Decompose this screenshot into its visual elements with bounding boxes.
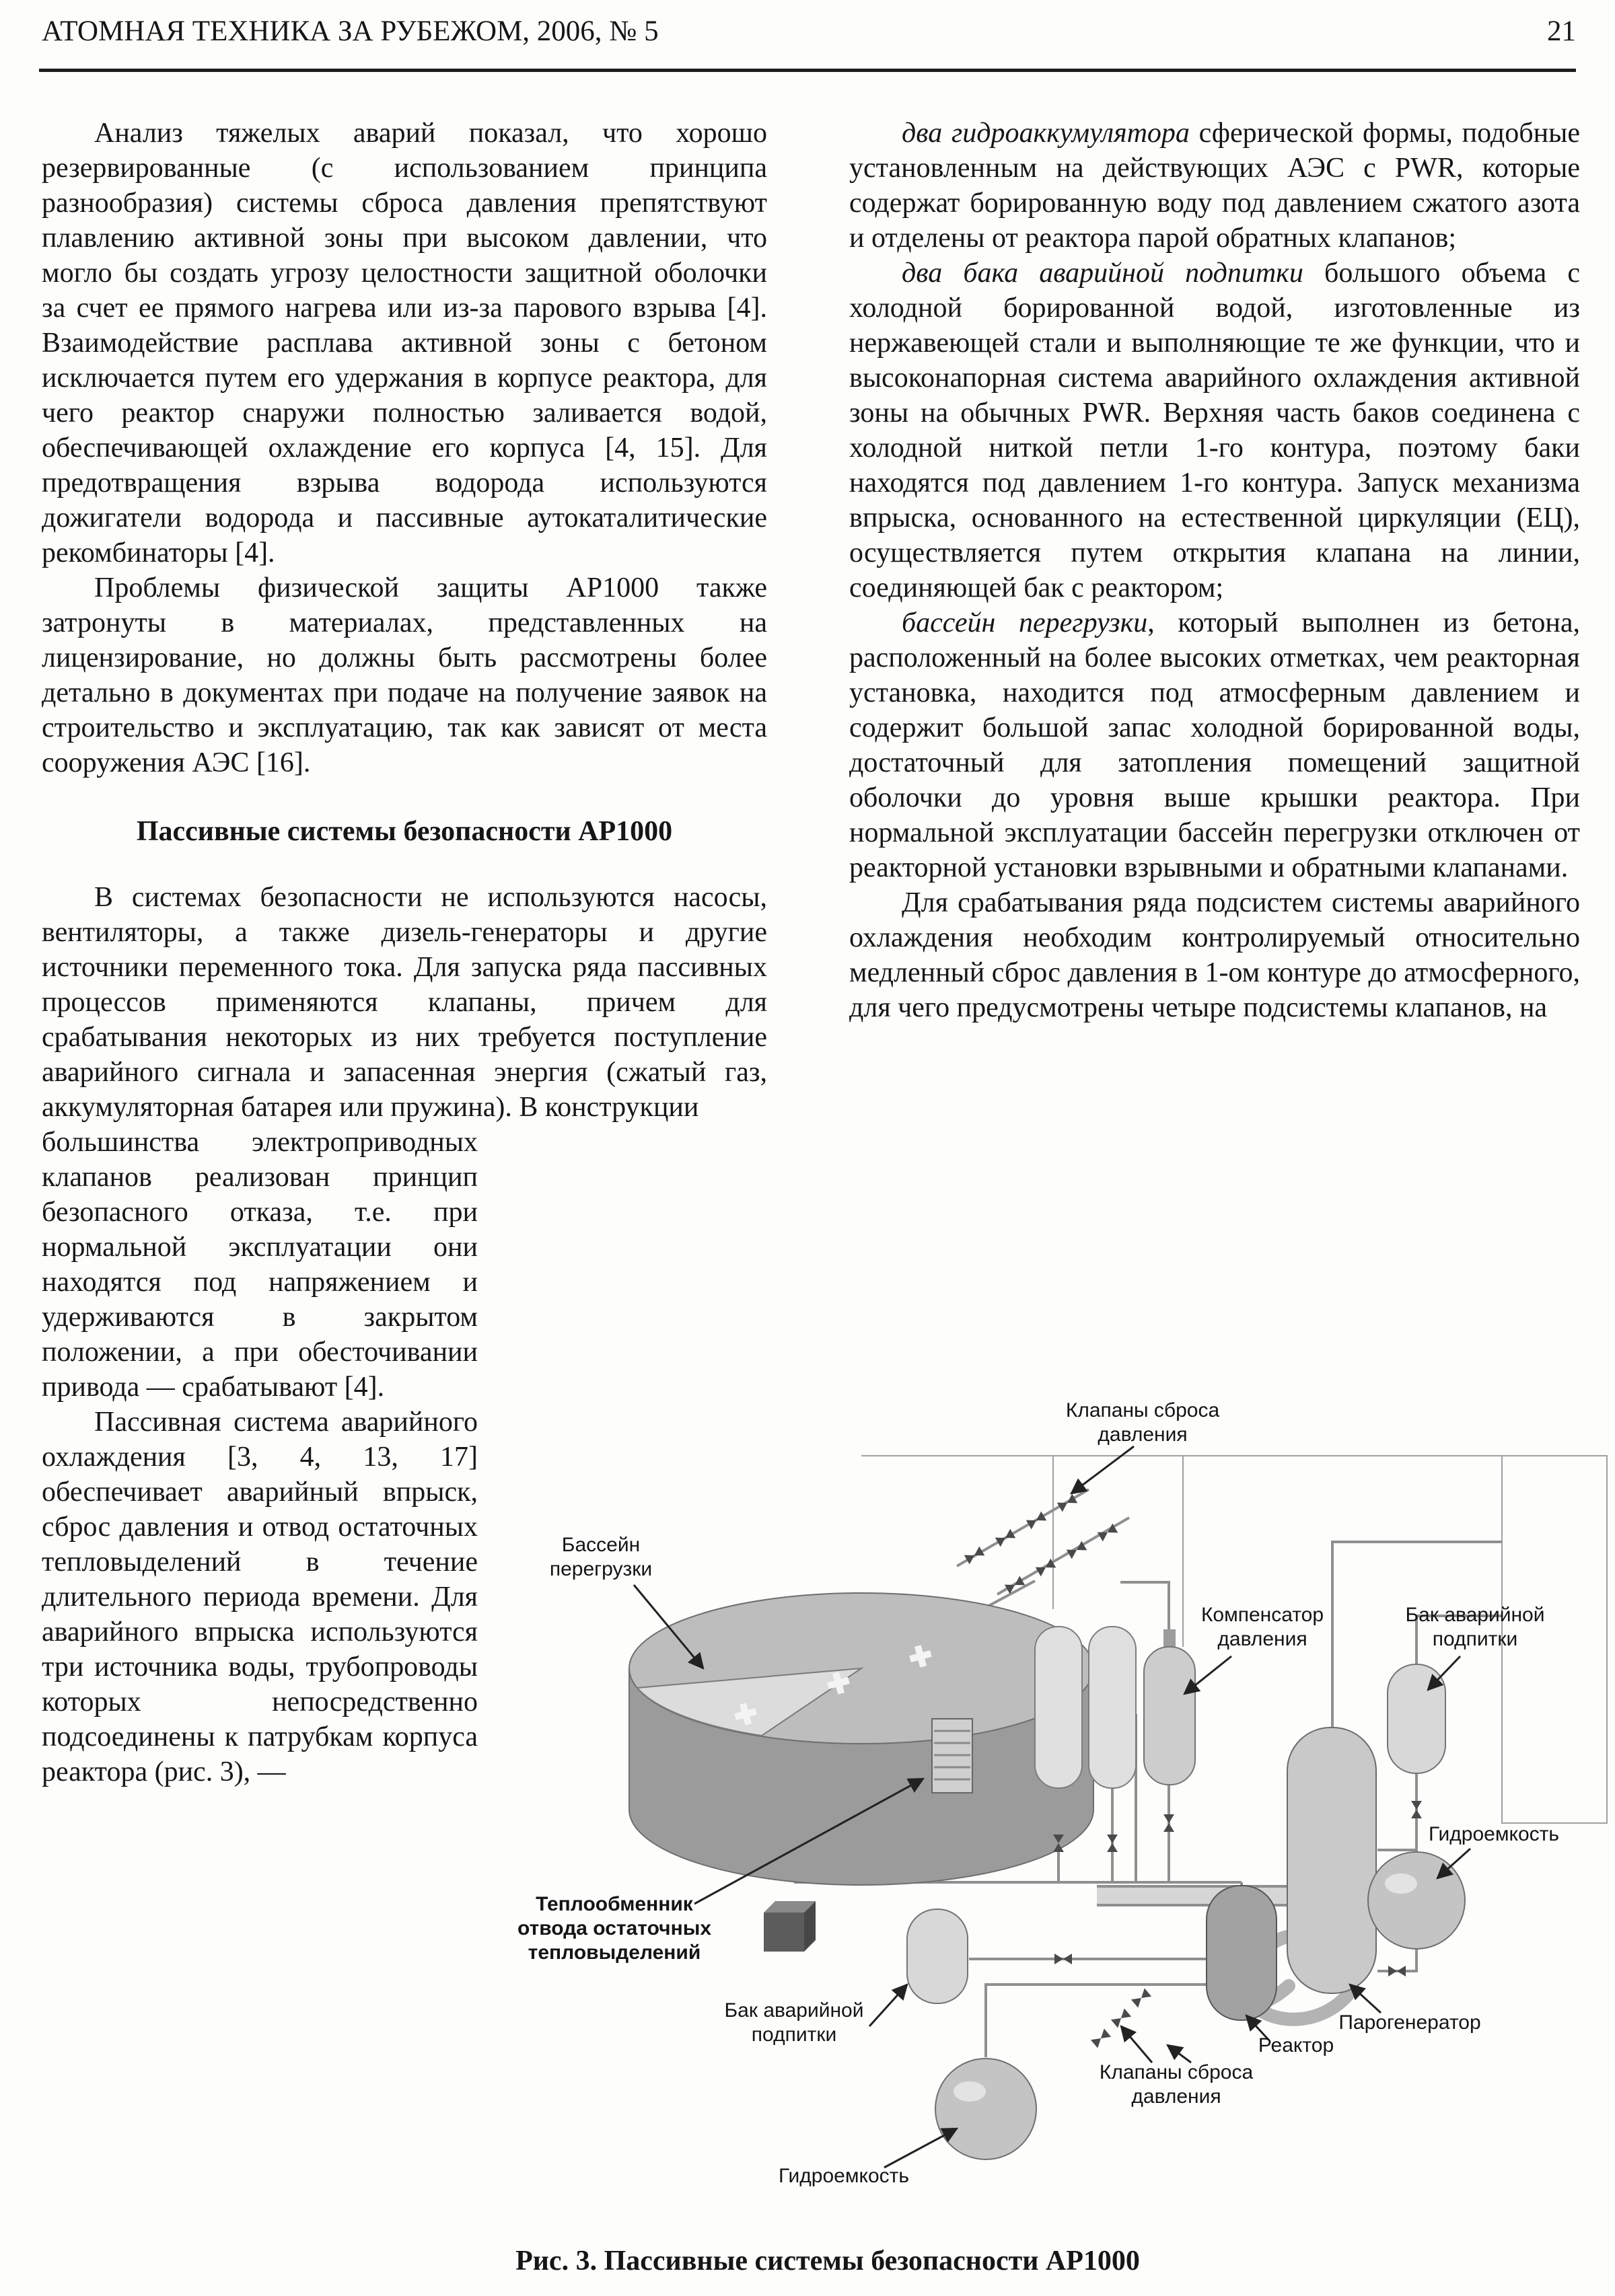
paragraph-accumulators — [849, 116, 1580, 256]
label-heat-exchanger: Теплообменник — [536, 1893, 693, 1915]
makeup-tanks-term: два бака аварийной подпитки — [902, 258, 1303, 289]
svg-text:давления: давления — [1217, 1628, 1307, 1650]
paragraph-physical-protection: Проблемы физической защиты АР1000 также затронуты в материалах, представленных на лицензирование, но должны быть рассмотрены более детально в документах при подаче на получение заявок на строительство и эксплуатацию, так как зависят от места сооружения АЭС [16]. — [42, 572, 767, 778]
svg-text:подпитки: подпитки — [1432, 1628, 1518, 1650]
right-column — [849, 116, 1580, 1025]
label-reactor: Реактор — [1258, 2034, 1334, 2057]
svg-text:подпитки: подпитки — [751, 2024, 837, 2046]
svg-text:давления: давления — [1131, 2085, 1221, 2108]
figure-caption: Рис. 3. Пассивные системы безопасности АР1000 — [515, 2246, 1140, 2276]
label-valves-top: Клапаны сброса — [1065, 1399, 1220, 1421]
svg-text:отвода остаточных: отвода остаточных — [517, 1917, 712, 1939]
paragraph-failsafe-valves: большинства электроприводных клапанов реализован принцип безопасного отказа, т.е. при нормальной эксплуатации они находятся под напряжением и удерживаются в закрытом положении, а при обесточивании привода — срабатывают [4]. — [42, 1127, 478, 1403]
paragraph-refueling-pool — [849, 605, 1580, 885]
label-makeup-tank-left: Бак аварийной — [724, 1999, 864, 2022]
label-steam-generator: Парогенератор — [1338, 2011, 1481, 2034]
core-makeup-tank-2 — [1089, 1627, 1136, 1788]
svg-text:давления: давления — [1098, 1423, 1188, 1446]
accumulator-sphere-bottom — [935, 2059, 1036, 2159]
page-number: 21 — [1547, 15, 1576, 47]
label-makeup-tank-right: Бак аварийной — [1405, 1604, 1545, 1626]
svg-text:перегрузки: перегрузки — [549, 1558, 653, 1580]
label-accumulator-bottom: Гидроемкость — [778, 2165, 910, 2187]
makeup-tank-left-vessel — [907, 1909, 968, 2003]
accumulators-term: два гидроаккумулятора — [902, 118, 1190, 149]
relief-valve-cluster-bottom — [1091, 1989, 1151, 2048]
makeup-tanks-text: большого объема с холодной борированной водой, изготовленные из нержавеющей стали и выполняющие те же функции, что и высоконапорная система аварийного охлаждения активной зоны на обычных PWR. Верхняя часть баков соединена с холодной ниткой петли 1-го контура, поэтому баки находятся под давлением 1-го контура. Запуск механизма впрыска, основанного на естественной циркуляции (ЕЦ), осуществляется путем открытия клапана на линии, соединяющей бак с реактором; — [849, 258, 1580, 603]
equipment-box — [764, 1901, 816, 1952]
label-pressurizer: Компенсатор — [1200, 1604, 1324, 1626]
figure-diagram — [458, 1379, 1615, 2240]
paragraph-makeup-tanks — [849, 256, 1580, 605]
section-heading: Пассивные системы безопасности АР1000 — [136, 816, 673, 847]
residual-heat-exchanger — [932, 1719, 972, 1793]
label-accumulator-right: Гидроемкость — [1428, 1823, 1560, 1845]
paragraph-passive-intro: В системах безопасности не используются насосы, вентиляторы, а также дизель-генераторы и другие источники переменного тока. Для запуска ряда пассивных процессов применяются клапаны, причем для срабатывания некоторых из них требуется поступление аварийного сигнала и запасенная энергия (сжатый газ, аккумуляторная батарея или пружина). В конструкции — [42, 882, 767, 1123]
figure-3 — [458, 1379, 1615, 2240]
relief-valve-cluster-top — [964, 1494, 1118, 1594]
pressurizer-vessel — [1144, 1629, 1195, 1785]
svg-text:тепловыделений: тепловыделений — [528, 1941, 701, 1964]
journal-title: АТОМНАЯ ТЕХНИКА ЗА РУБЕЖОМ, 2006, № 5 — [42, 15, 659, 47]
label-valves-bottom: Клапаны сброса — [1099, 2061, 1254, 2083]
core-makeup-tank-1 — [1035, 1627, 1082, 1788]
page-header — [42, 15, 1576, 48]
accumulators-text: сферической формы, подобные установленным на действующих АЭС с PWR, которые содержат борированную воду под давлением сжатого азота и отделены от реактора парой обратных клапанов; — [849, 118, 1580, 254]
header-rule — [39, 69, 1576, 72]
reactor-vessel — [1207, 1886, 1277, 2020]
left-column-narrow — [42, 1125, 478, 1789]
paragraph-severe-accidents: Анализ тяжелых аварий показал, что хорошо резервированные (с использованием принципа разнообразия) системы сброса давления препятствуют плавлению активной зоны при высоком давлении, что могло бы создать угрозу целостности защитной оболочки за счет ее прямого нагрева или из-за парового взрыва [4]. Взаимодействие расплава активной зоны с бетоном исключается путем его удержания в корпусе реактора, для чего реактор снаружи полностью заливается водой, обеспечивающей охлаждение его корпуса [4, 15]. Для предотвращения взрыва водорода используются дожигатели водорода и пассивные аутокаталитические рекомбинаторы [4]. — [42, 118, 767, 568]
label-refueling-pool: Бассейн — [561, 1534, 641, 1556]
refueling-pool — [629, 1593, 1093, 1885]
paragraph-passive-cooling: Пассивная система аварийного охлаждения [3, 4, 13, 17] обеспечивает аварийный впрыск, сброс давления и отвод остаточных тепловыделений в течение длительного периода времени. Для аварийного впрыска используются три источника воды, трубопроводы которых непосредственно подсоединены к патрубкам корпуса реактора (рис. 3), — — [42, 1407, 478, 1787]
paragraph-depressurization: Для срабатывания ряда подсистем системы аварийного охлаждения необходим контролируемый относительно медленный сброс давления в 1-ом контуре до атмосферного, для чего предусмотрены четыре подсистемы клапанов, на — [849, 887, 1581, 1023]
refueling-pool-term: бассейн перегрузки — [902, 607, 1148, 638]
steam-generator-vessel — [1287, 1728, 1376, 1993]
refueling-pool-text: , который выполнен из бетона, расположенный на более высоких отметках, чем реакторная установка, находится под атмосферным давлением и содержит большой запас холодной борированной воды, достаточный для затопления помещений защитной оболочки до уровня выше крышки реактора. При нормальной эксплуатации бассейн перегрузки отключен от реакторной установки взрывными и обратными клапанами. — [849, 607, 1580, 883]
